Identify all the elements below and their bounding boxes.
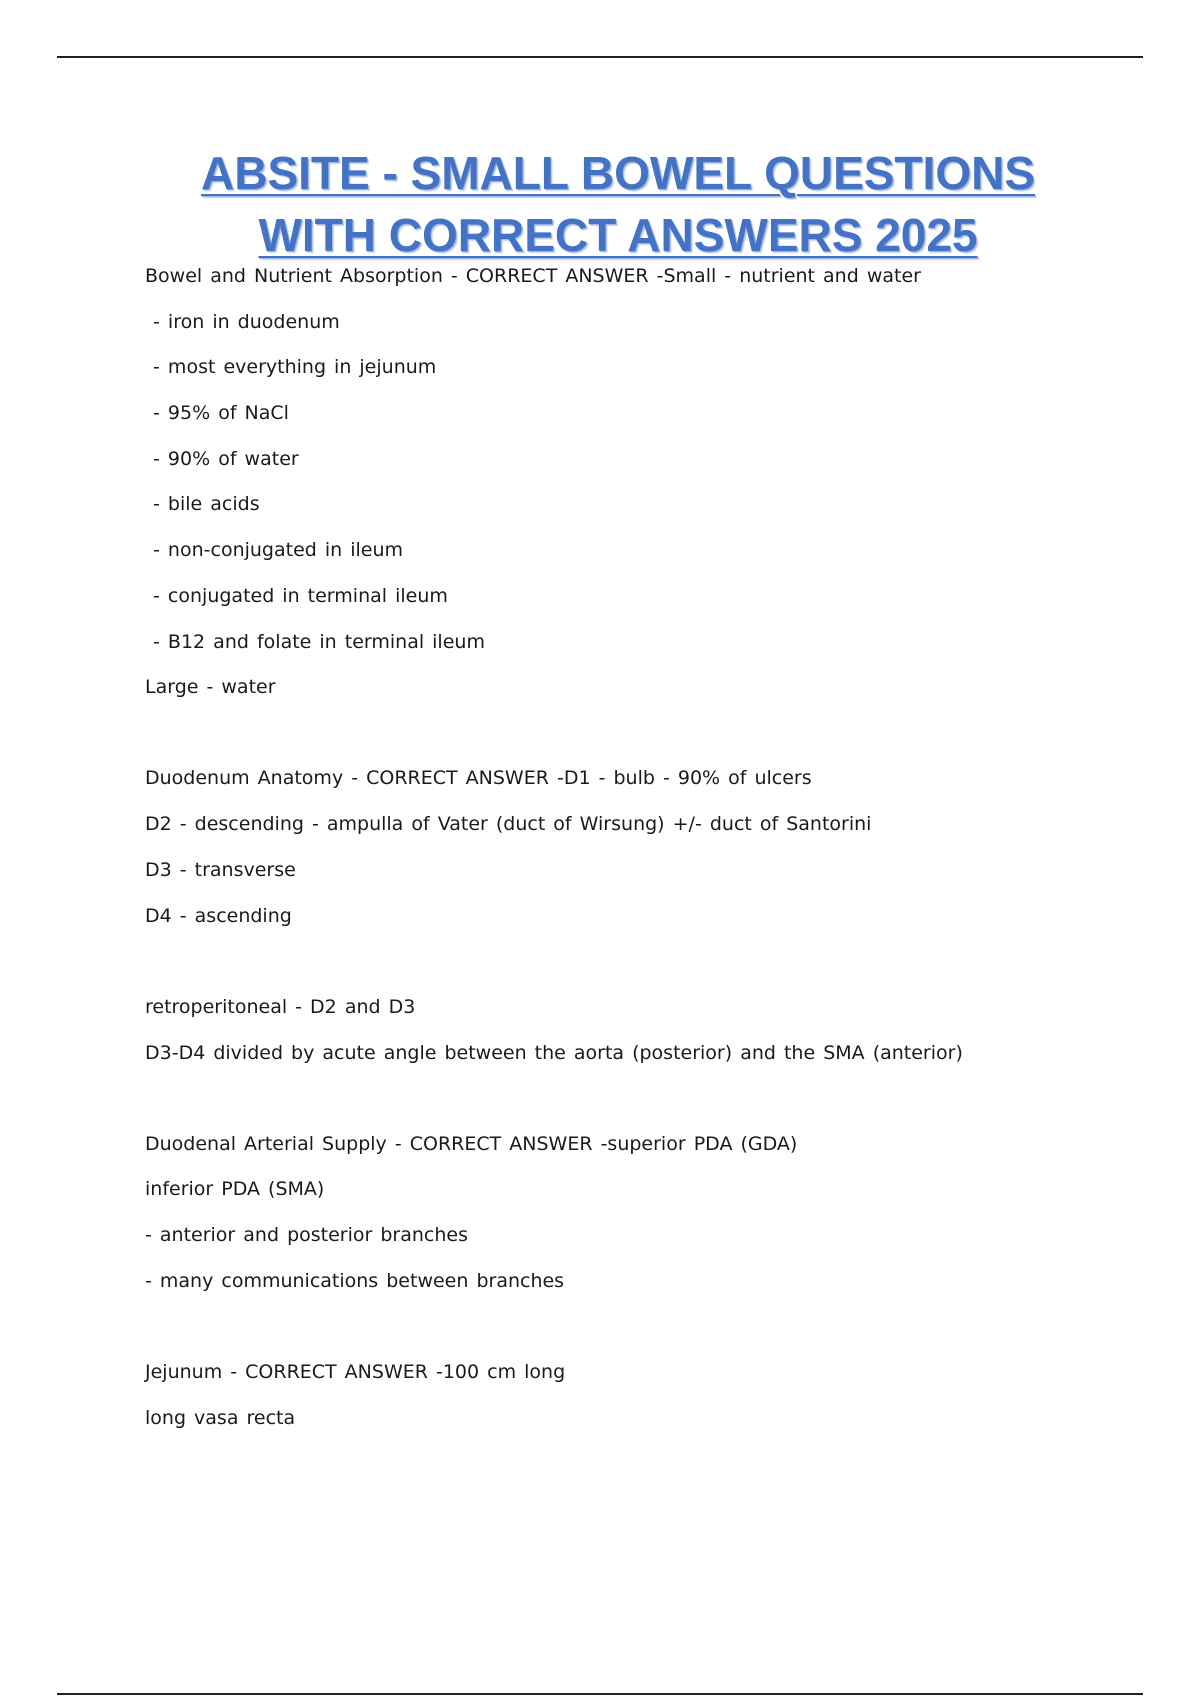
list-item: Large - water: [145, 676, 276, 699]
list-item: - many communications between branches: [145, 1269, 565, 1292]
list-item: - iron in duodenum: [145, 310, 340, 333]
section-retroperitoneal: [145, 996, 1145, 1064]
title-line-1: ABSITE - SMALL BOWEL QUESTIONS: [201, 147, 1035, 199]
document-body: [145, 265, 1145, 1453]
list-item: - 95% of NaCl: [145, 402, 289, 425]
list-item: D2 - descending - ampulla of Vater (duct of Wirsung) +/- duct of Santorini: [145, 813, 872, 836]
list-item: - anterior and posterior branches: [145, 1224, 468, 1247]
list-item: - non-conjugated in ileum: [145, 539, 404, 562]
list-item: long vasa recta: [145, 1406, 296, 1429]
list-item: retroperitoneal - D2 and D3: [145, 995, 416, 1018]
list-item: - most everything in jejunum: [145, 356, 437, 379]
list-item: D3-D4 divided by acute angle between the aorta (posterior) and the SMA (anterior): [145, 1041, 963, 1064]
list-item: inferior PDA (SMA): [145, 1178, 325, 1201]
page-top-rule: [57, 56, 1143, 58]
section-heading-line: Jejunum - CORRECT ANSWER -100 cm long: [145, 1361, 566, 1384]
list-item: - conjugated in terminal ileum: [145, 584, 448, 607]
section-spacer: [145, 1087, 1145, 1133]
section-heading-line: Duodenal Arterial Supply - CORRECT ANSWER -superior PDA (GDA): [145, 1132, 798, 1155]
list-item: D4 - ascending: [145, 904, 292, 927]
list-item: D3 - transverse: [145, 858, 296, 881]
section-heading-line: Duodenum Anatomy - CORRECT ANSWER -D1 - bulb - 90% of ulcers: [145, 767, 812, 790]
page-bottom-rule: [57, 1693, 1143, 1695]
list-item: - bile acids: [145, 493, 260, 516]
title-line-2: WITH CORRECT ANSWERS 2025: [258, 209, 978, 261]
document-title: [0, 142, 1200, 266]
section-duodenal-arterial-supply: [145, 1133, 1145, 1292]
list-item: - B12 and folate in terminal ileum: [145, 630, 485, 653]
section-jejunum: [145, 1361, 1145, 1429]
section-heading-line: Bowel and Nutrient Absorption - CORRECT ANSWER -Small - nutrient and water: [145, 265, 921, 287]
section-spacer: [145, 950, 1145, 996]
section-spacer: [145, 722, 1145, 768]
section-duodenum-anatomy: [145, 767, 1145, 926]
section-bowel-absorption: [145, 265, 1145, 698]
list-item: - 90% of water: [145, 447, 299, 470]
section-spacer: [145, 1316, 1145, 1362]
